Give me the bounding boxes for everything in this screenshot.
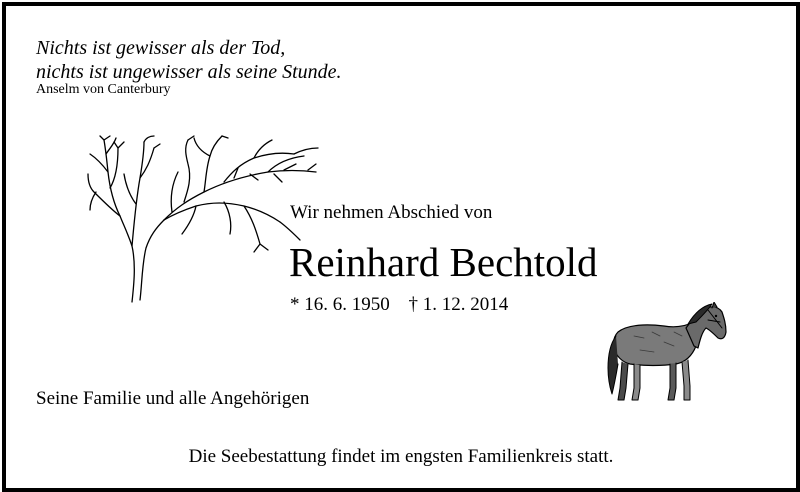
quote-author: Anselm von Canterbury [36,82,171,97]
horse-icon [604,302,730,413]
mourners-line: Seine Familie und alle Angehörigen [36,388,310,409]
quote-line-2: nichts ist ungewisser als seine Stunde. [36,61,342,83]
birth-date: * 16. 6. 1950 [290,294,390,315]
death-date: † 1. 12. 2014 [408,294,509,315]
life-dates [290,294,508,316]
farewell-intro: Wir nehmen Abschied von [290,202,493,223]
quote-line-1: Nichts ist gewisser als der Tod, [36,37,286,59]
bare-tree-icon [84,134,324,314]
quote [36,36,342,84]
obituary-card [2,2,800,492]
deceased-name: Reinhard Bechtold [289,239,598,285]
burial-notice: Die Seebestattung findet im engsten Familienkreis statt. [188,446,614,467]
